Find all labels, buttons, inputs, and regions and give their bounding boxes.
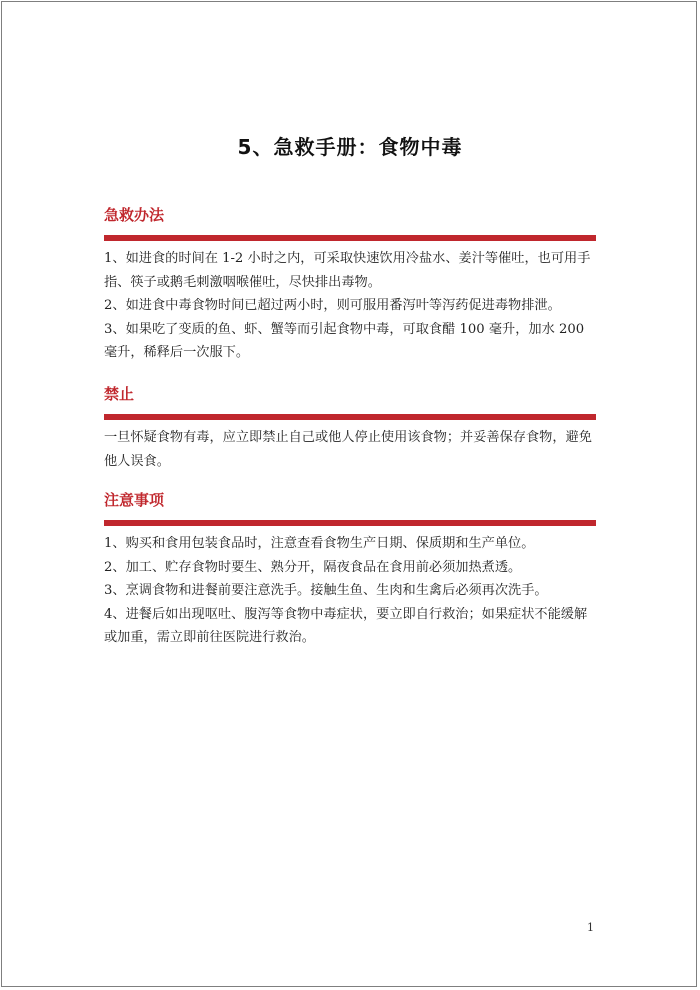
section-heading: 禁止: [104, 385, 135, 403]
section-heading: 急救办法: [104, 206, 165, 224]
paragraph: 一旦怀疑食物有毒，应立即禁止自己或他人停止使用该食物；并妥善保存食物，避免他人误食。: [104, 430, 592, 469]
paragraph: 3、烹调食物和进餐前要注意洗手。接触生鱼、生肉和生禽后必须再次洗手。: [104, 583, 548, 598]
paragraph: 2、如进食中毒食物时间已超过两小时，则可服用番泻叶等泻药促进毒物排泄。: [104, 298, 561, 313]
paragraph: 4、进餐后如出现呕吐、腹泻等食物中毒症状，要立即自行救治；如果症状不能缓解或加重，需立即前往医院进行救治。: [104, 606, 588, 645]
section-body: [104, 247, 596, 365]
section-divider: [104, 414, 596, 420]
section-divider: [104, 235, 596, 241]
paragraph: 1、购买和食用包装食品时，注意查看食物生产日期、保质期和生产单位。: [104, 536, 535, 551]
section-heading: 注意事项: [104, 491, 165, 509]
paragraph: 3、如果吃了变质的鱼、虾、蟹等而引起食物中毒，可取食醋 100 毫升，加水 200 毫升，稀释后一次服下。: [104, 321, 585, 360]
page-title: 5、急救手册：食物中毒: [237, 135, 463, 160]
section-body: [104, 532, 596, 650]
section-prohibited: [104, 384, 596, 473]
section-precautions: [104, 490, 596, 650]
paragraph: 1、如进食的时间在 1-2 小时之内，可采取快速饮用冷盐水、姜汁等催吐，也可用手指、筷子或鹅毛刺激咽喉催吐，尽快排出毒物。: [104, 251, 591, 290]
section-first-aid-methods: [104, 205, 596, 365]
page-number: 1: [587, 921, 594, 934]
paragraph: 2、加工、贮存食物时要生、熟分开，隔夜食品在食用前必须加热煮透。: [104, 559, 522, 575]
section-body: [104, 426, 596, 473]
section-divider: [104, 520, 596, 526]
